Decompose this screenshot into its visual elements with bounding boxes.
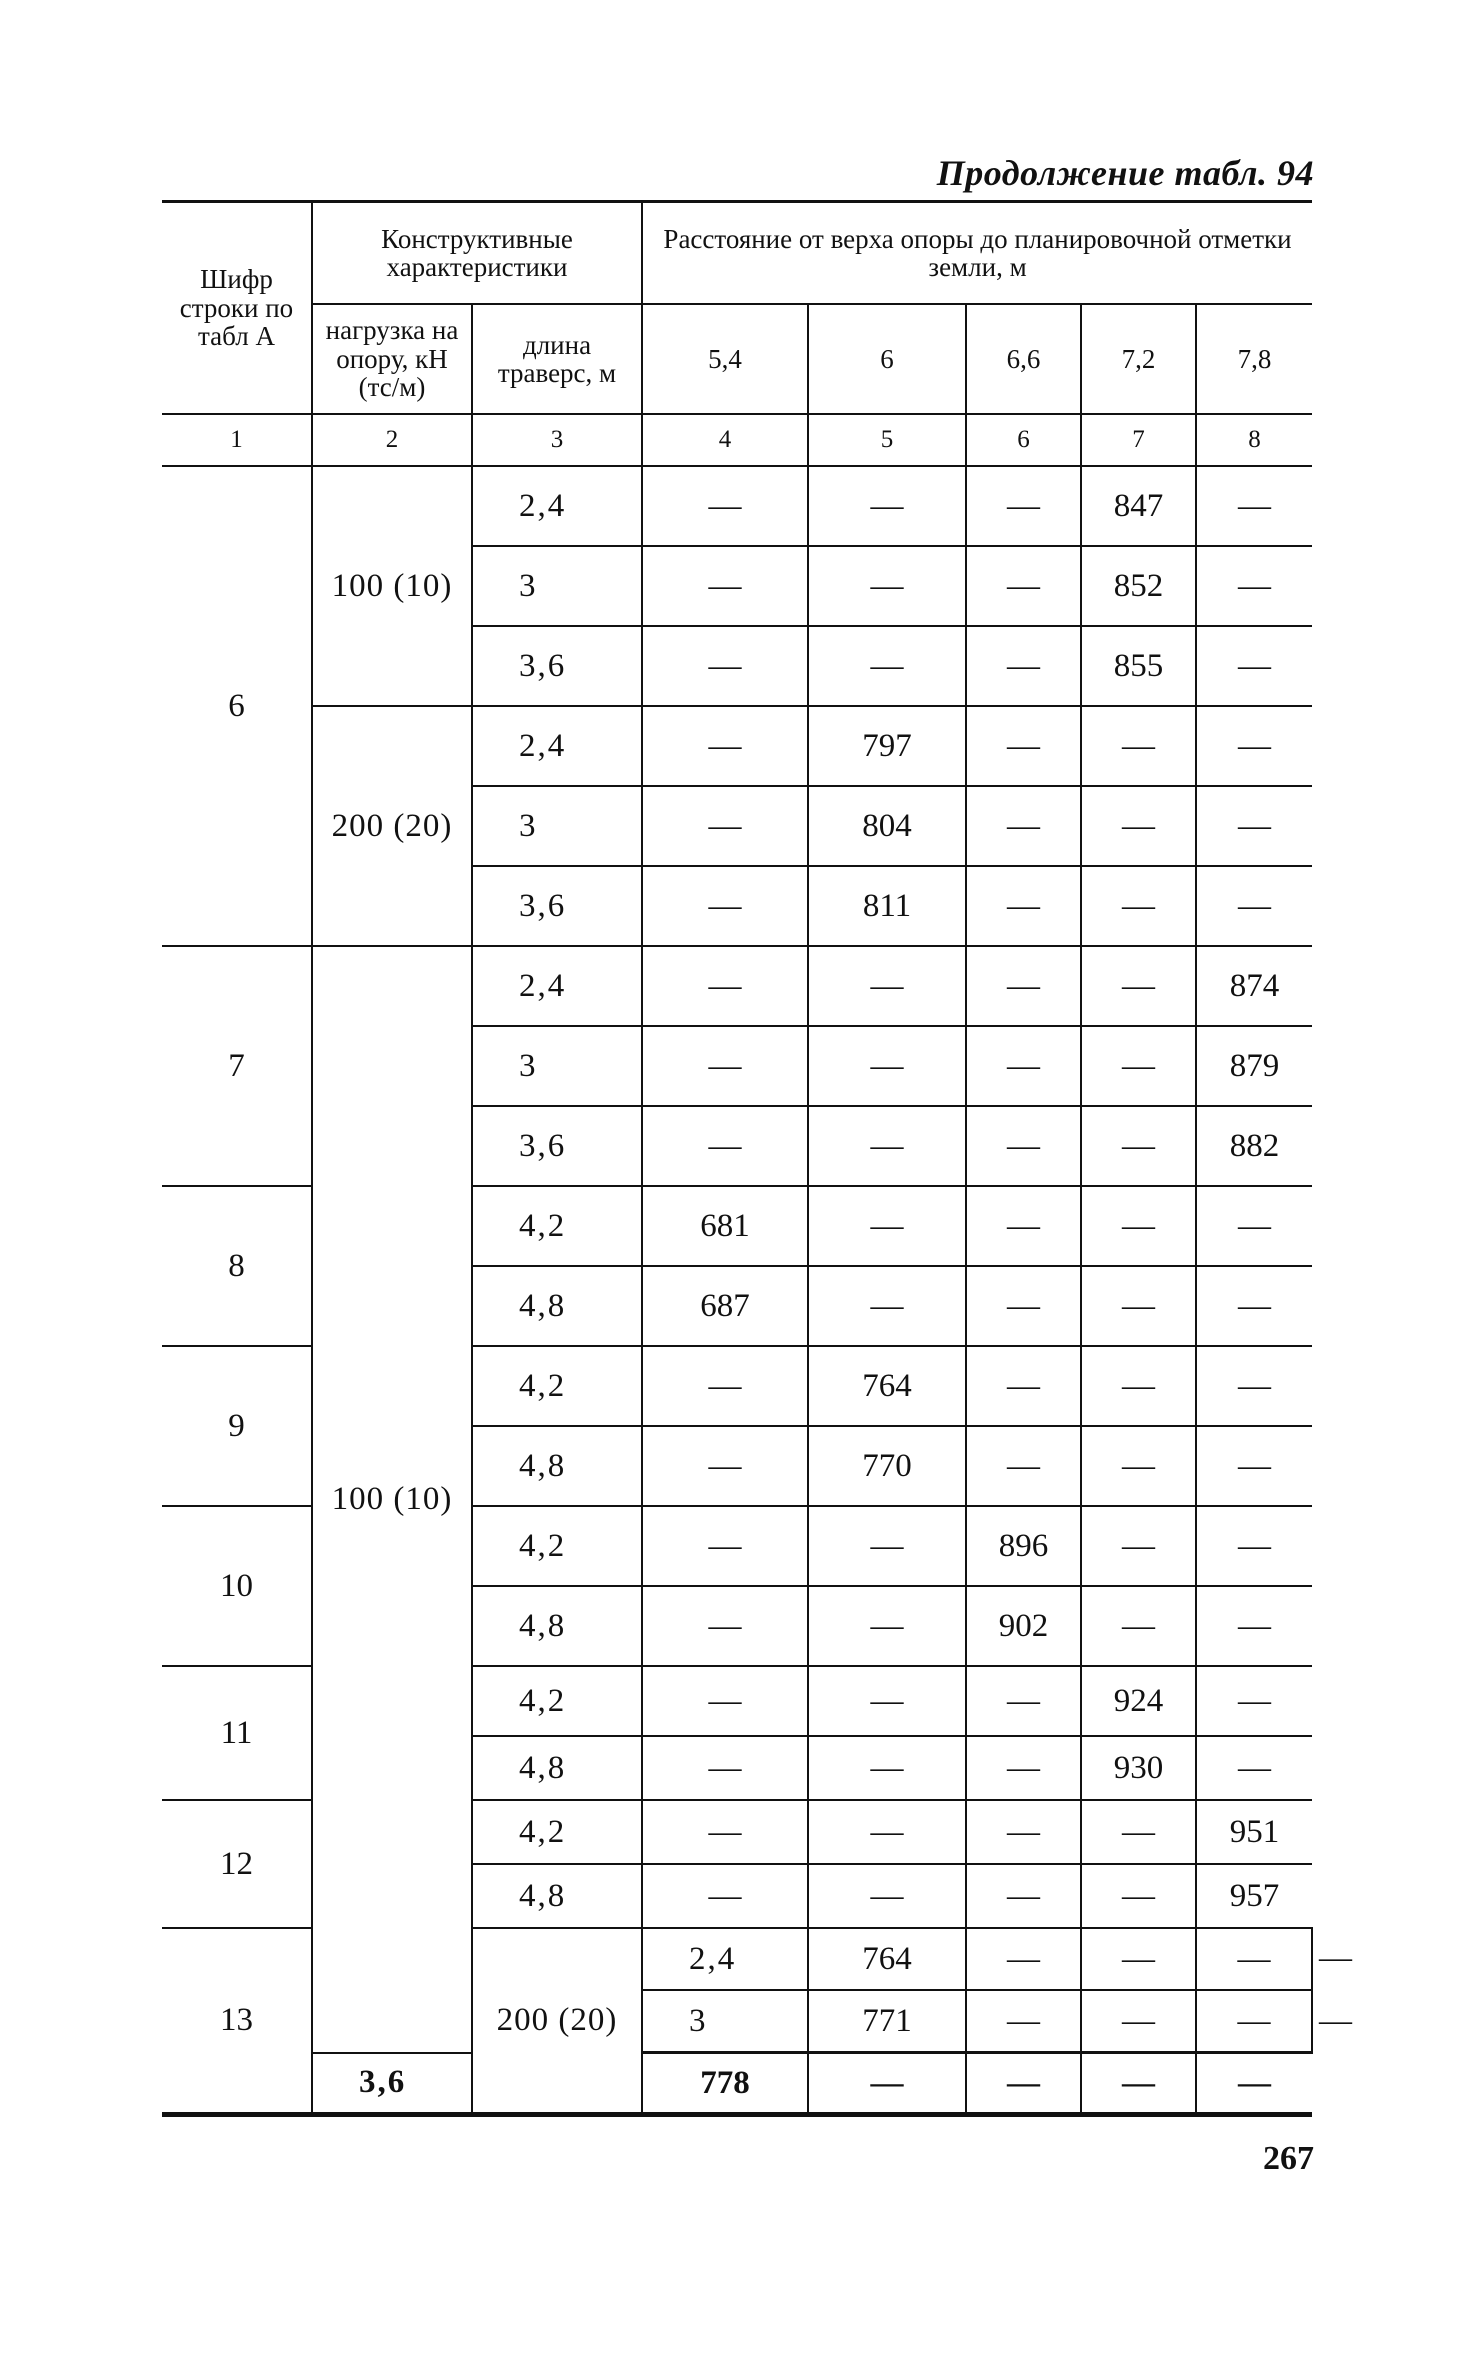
row-code: 11 bbox=[162, 1666, 312, 1800]
load-value: 100 (10) bbox=[312, 946, 472, 2053]
row-code: 12 bbox=[162, 1800, 312, 1928]
table-cell: — bbox=[1196, 706, 1312, 786]
length-value: 3 bbox=[642, 1990, 808, 2053]
table-cell: — bbox=[1081, 1186, 1196, 1266]
header-distance: Расстояние от верха опоры до планировочной отметки земли, м bbox=[642, 202, 1312, 305]
table-cell: — bbox=[966, 946, 1081, 1026]
table-cell: — bbox=[642, 546, 808, 626]
row-code: 10 bbox=[162, 1506, 312, 1666]
table-cell: — bbox=[966, 1990, 1081, 2053]
table-cell: — bbox=[642, 1800, 808, 1864]
table-cell: — bbox=[966, 1928, 1081, 1990]
column-number: 5 bbox=[808, 414, 966, 466]
length-value: 4,8 bbox=[472, 1864, 642, 1928]
length-value: 4,8 bbox=[472, 1266, 642, 1346]
length-value: 4,2 bbox=[472, 1666, 642, 1736]
length-value: 4,2 bbox=[472, 1346, 642, 1426]
table-cell: — bbox=[966, 1800, 1081, 1864]
table-cell: 902 bbox=[966, 1586, 1081, 1666]
table-cell: — bbox=[642, 1346, 808, 1426]
row-code: 13 bbox=[162, 1928, 312, 2115]
table-cell: 771 bbox=[808, 1990, 966, 2053]
table-cell: — bbox=[966, 1106, 1081, 1186]
data-table bbox=[162, 200, 1353, 2117]
table-cell: — bbox=[808, 1666, 966, 1736]
table-row bbox=[162, 946, 1312, 1026]
length-value: 3,6 bbox=[472, 1106, 642, 1186]
table-row bbox=[162, 466, 1312, 546]
page-number: 267 bbox=[1263, 2140, 1314, 2177]
load-value: 200 (20) bbox=[472, 1928, 642, 2115]
table-cell: — bbox=[1081, 1800, 1196, 1864]
table-cell: — bbox=[1081, 1928, 1196, 1990]
length-value: 2,4 bbox=[642, 1928, 808, 1990]
table-cell: 847 bbox=[1081, 466, 1196, 546]
table-cell: — bbox=[1196, 1586, 1312, 1666]
table-cell: 957 bbox=[1196, 1864, 1312, 1928]
table-cell: — bbox=[1081, 866, 1196, 946]
table-cell: — bbox=[642, 1506, 808, 1586]
header-distance-3: 6,6 bbox=[966, 304, 1081, 414]
table-cell: — bbox=[1081, 1506, 1196, 1586]
table-cell: — bbox=[808, 1800, 966, 1864]
table-cell: — bbox=[966, 786, 1081, 866]
length-value: 2,4 bbox=[472, 706, 642, 786]
header-distance-5: 7,8 bbox=[1196, 304, 1312, 414]
column-number: 8 bbox=[1196, 414, 1312, 466]
header-design: Конструктивные характеристики bbox=[312, 202, 642, 305]
table-cell: — bbox=[966, 466, 1081, 546]
load-value: 100 (10) bbox=[312, 466, 472, 706]
length-value: 2,4 bbox=[472, 946, 642, 1026]
length-value: 4,8 bbox=[472, 1586, 642, 1666]
table-cell: 797 bbox=[808, 706, 966, 786]
table-cell: — bbox=[966, 1666, 1081, 1736]
table-cell: — bbox=[642, 1666, 808, 1736]
header-code: Шифр строки по табл А bbox=[179, 264, 294, 352]
table-cell: — bbox=[1196, 1426, 1312, 1506]
table-cell: — bbox=[642, 626, 808, 706]
table-cell: — bbox=[808, 626, 966, 706]
length-value: 3,6 bbox=[472, 866, 642, 946]
table-cell: — bbox=[642, 1736, 808, 1800]
length-value: 3 bbox=[472, 786, 642, 866]
length-value: 4,8 bbox=[472, 1736, 642, 1800]
table-cell: — bbox=[966, 626, 1081, 706]
table-cell: — bbox=[1196, 1666, 1312, 1736]
header-load: нагрузка на опору, кН (тс/м) bbox=[312, 304, 472, 414]
table-cell: — bbox=[642, 1026, 808, 1106]
table-cell: — bbox=[1196, 1990, 1312, 2053]
table-cell: — bbox=[966, 1026, 1081, 1106]
length-value: 2,4 bbox=[472, 466, 642, 546]
table-cell: — bbox=[1196, 1928, 1312, 1990]
table-cell: — bbox=[1081, 706, 1196, 786]
table-cell: — bbox=[642, 706, 808, 786]
table-cell: — bbox=[808, 946, 966, 1026]
table-cell: 681 bbox=[642, 1186, 808, 1266]
table-cell: — bbox=[1081, 1026, 1196, 1106]
table-cell: — bbox=[966, 1864, 1081, 1928]
table-cell: — bbox=[966, 546, 1081, 626]
length-value: 3 bbox=[472, 546, 642, 626]
table-cell: 855 bbox=[1081, 626, 1196, 706]
table-cell: — bbox=[966, 1426, 1081, 1506]
table-cell: — bbox=[1081, 946, 1196, 1026]
table-cell: — bbox=[966, 2053, 1081, 2115]
table-cell: — bbox=[1081, 786, 1196, 866]
table-cell: 764 bbox=[808, 1346, 966, 1426]
table-cell: — bbox=[1081, 1106, 1196, 1186]
table-row bbox=[162, 706, 1312, 786]
table-cell: — bbox=[808, 1586, 966, 1666]
table-cell: — bbox=[808, 1106, 966, 1186]
table-cell: — bbox=[808, 1026, 966, 1106]
load-value: 200 (20) bbox=[312, 706, 472, 946]
length-value: 4,2 bbox=[472, 1506, 642, 1586]
table-cell: 924 bbox=[1081, 1666, 1196, 1736]
length-value: 4,2 bbox=[472, 1186, 642, 1266]
table-cell: 951 bbox=[1196, 1800, 1312, 1864]
table-cell: — bbox=[642, 1864, 808, 1928]
table-cell: — bbox=[1196, 1346, 1312, 1426]
length-value: 3,6 bbox=[472, 626, 642, 706]
table-cell: — bbox=[642, 1426, 808, 1506]
column-number: 7 bbox=[1081, 414, 1196, 466]
table-cell: — bbox=[1196, 1186, 1312, 1266]
table-cell: 882 bbox=[1196, 1106, 1312, 1186]
table-cell: 852 bbox=[1081, 546, 1196, 626]
column-number: 6 bbox=[966, 414, 1081, 466]
table-row: 3 771 — — — — bbox=[162, 1990, 1312, 2053]
length-value: 3 bbox=[472, 1026, 642, 1106]
table-cell: — bbox=[966, 1266, 1081, 1346]
table-cell: 770 bbox=[808, 1426, 966, 1506]
table-cell: — bbox=[642, 1106, 808, 1186]
table-cell: 874 bbox=[1196, 946, 1312, 1026]
table-cell: 687 bbox=[642, 1266, 808, 1346]
table-cell: 804 bbox=[808, 786, 966, 866]
length-value: 4,8 bbox=[472, 1426, 642, 1506]
table-cell: — bbox=[1196, 466, 1312, 546]
table-cell: — bbox=[966, 1346, 1081, 1426]
table-cell: — bbox=[1081, 1346, 1196, 1426]
table-cell: — bbox=[1081, 1864, 1196, 1928]
table-caption: Продолжение табл. 94 bbox=[936, 153, 1314, 193]
table-row bbox=[162, 2053, 1312, 2115]
column-number: 3 bbox=[472, 414, 642, 466]
table-cell: — bbox=[808, 1506, 966, 1586]
table-cell: — bbox=[1081, 1990, 1196, 2053]
table-cell: — bbox=[1081, 2053, 1196, 2115]
row-code: 7 bbox=[162, 946, 312, 1186]
table-cell: 778 bbox=[642, 2053, 808, 2115]
table-cell: — bbox=[1081, 1426, 1196, 1506]
table-cell: 764 bbox=[808, 1928, 966, 1990]
table-cell: — bbox=[1196, 2053, 1312, 2115]
column-number: 1 bbox=[162, 414, 312, 466]
table-cell: — bbox=[1081, 1266, 1196, 1346]
column-number: 2 bbox=[312, 414, 472, 466]
table-cell: — bbox=[642, 786, 808, 866]
table-cell: — bbox=[808, 546, 966, 626]
table-cell: — bbox=[1081, 1586, 1196, 1666]
table-cell: — bbox=[642, 866, 808, 946]
table-cell: — bbox=[642, 946, 808, 1026]
table-cell: — bbox=[1196, 546, 1312, 626]
length-value: 3,6 bbox=[312, 2053, 472, 2115]
header-distance-1: 5,4 bbox=[642, 304, 808, 414]
table-cell: — bbox=[642, 466, 808, 546]
column-number: 4 bbox=[642, 414, 808, 466]
table-cell: 930 bbox=[1081, 1736, 1196, 1800]
row-code: 6 bbox=[162, 466, 312, 946]
table-cell: — bbox=[966, 706, 1081, 786]
row-code: 8 bbox=[162, 1186, 312, 1346]
table-cell: — bbox=[1196, 1736, 1312, 1800]
table-cell: — bbox=[1196, 786, 1312, 866]
table-cell: 896 bbox=[966, 1506, 1081, 1586]
table-cell: — bbox=[1196, 626, 1312, 706]
table-cell: — bbox=[808, 466, 966, 546]
table-cell: — bbox=[1196, 1506, 1312, 1586]
table-row: 13 200 (20) 2,4 764 — — — — bbox=[162, 1928, 1312, 1990]
header-length: длина траверс, м bbox=[472, 304, 642, 414]
table-cell: — bbox=[966, 866, 1081, 946]
table-cell: — bbox=[1196, 866, 1312, 946]
row-code: 9 bbox=[162, 1346, 312, 1506]
header-distance-2: 6 bbox=[808, 304, 966, 414]
table-cell: — bbox=[808, 1864, 966, 1928]
length-value: 4,2 bbox=[472, 1800, 642, 1864]
table-cell: — bbox=[966, 1186, 1081, 1266]
table-cell: — bbox=[808, 1266, 966, 1346]
table-cell: — bbox=[966, 1736, 1081, 1800]
table-cell: — bbox=[808, 2053, 966, 2115]
table-cell: 879 bbox=[1196, 1026, 1312, 1106]
table-cell: — bbox=[808, 1736, 966, 1800]
header-distance-4: 7,2 bbox=[1081, 304, 1196, 414]
table-cell: — bbox=[1196, 1266, 1312, 1346]
table-cell: — bbox=[808, 1186, 966, 1266]
table-cell: 811 bbox=[808, 866, 966, 946]
table-cell: — bbox=[642, 1586, 808, 1666]
